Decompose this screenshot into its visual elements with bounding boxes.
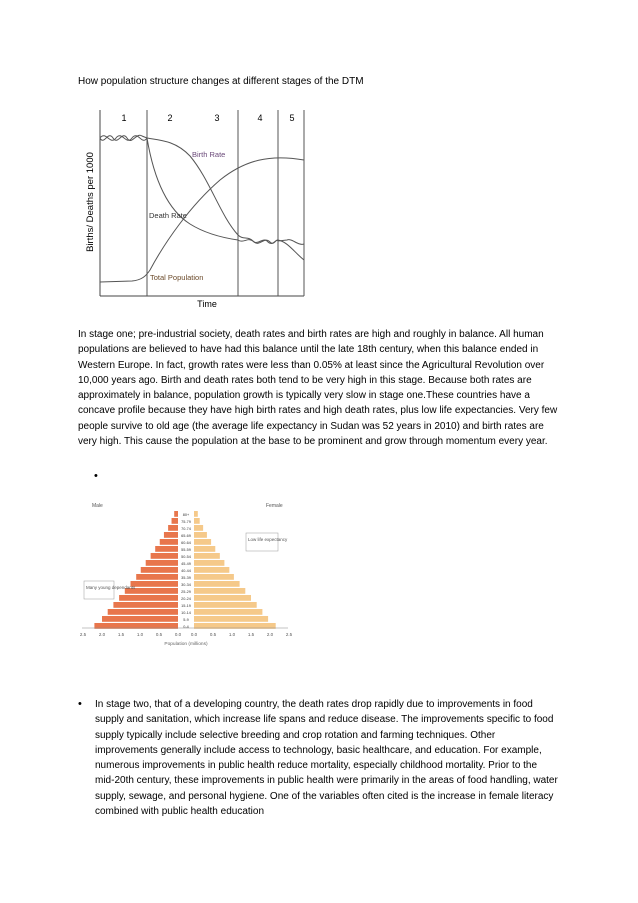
pyramid-x-axis-label: Population (millions): [164, 642, 208, 647]
bullet: •: [78, 698, 82, 710]
age-group-label: 30-34: [181, 582, 191, 587]
male-bar: [119, 595, 178, 601]
male-bar: [113, 602, 178, 608]
age-group-label: 55-59: [181, 547, 191, 552]
x-tick-label: 2.5: [79, 632, 87, 637]
age-group-label: 20-24: [181, 596, 191, 601]
age-group-label: 80+: [182, 512, 190, 517]
female-bar: [194, 553, 220, 559]
female-bar: [194, 567, 229, 573]
population-pyramid: [76, 497, 296, 649]
female-bar: [194, 532, 207, 538]
stage-two-list-item: [78, 697, 558, 819]
male-bar: [174, 511, 178, 517]
age-group-label: 10-14: [181, 610, 191, 615]
x-tick-label: 1.5: [247, 632, 255, 637]
female-bar: [194, 581, 240, 587]
many-young-dependants-note: Many young dependants: [86, 585, 136, 590]
female-bar: [194, 525, 203, 531]
age-group-label: 75-79: [181, 519, 191, 524]
female-bar: [194, 595, 251, 601]
x-tick-label: 2.0: [98, 632, 106, 637]
age-group-label: 0-4: [183, 624, 189, 629]
dtm-diagram: [80, 110, 320, 310]
stage-two-paragraph: In stage two, that of a developing country, the death rates drop rapidly due to improvements in food supply and sanitation, which increase life spans and reduce disease. The improvements specific to food supply typically include selective breeding and crop rotation and farming techniques. Other improvements generally include access to technology, basic healthcare, and education. For example, numerous improvements in public health reduce mortality, especially childhood mortality. Prior to the mid-20th century, these improvements in public health were primarily in the areas of food handling, water supply, sewage, and personal hygiene. One of the variables often cited is the increase in female literacy combined with public health education: [95, 699, 558, 818]
female-bar: [194, 609, 262, 615]
x-tick-label: 1.0: [228, 632, 236, 637]
stage-4-label: 4: [257, 113, 263, 123]
male-bar: [108, 609, 178, 615]
male-bar: [131, 581, 179, 587]
age-group-label: 5-9: [183, 617, 189, 622]
age-group-label: 65-69: [181, 533, 191, 538]
female-bar: [194, 602, 257, 608]
age-group-label: 45-49: [181, 561, 191, 566]
empty-bullet: •: [94, 470, 98, 482]
y-axis-label: Births/ Deaths per 1000: [85, 152, 96, 252]
male-bar: [155, 546, 178, 552]
female-bar: [194, 539, 211, 545]
female-bar: [194, 574, 234, 580]
pyramid-female-label: Female: [266, 503, 283, 509]
x-tick-label: 2.5: [285, 632, 293, 637]
stage-3-label: 3: [214, 113, 220, 123]
female-bar: [194, 518, 200, 524]
x-tick-label: 2.0: [266, 632, 274, 637]
pyramid-male-label: Male: [92, 503, 103, 509]
female-bar: [194, 546, 215, 552]
age-group-label: 40-44: [181, 568, 191, 573]
male-bar: [141, 567, 178, 573]
death-rate-label: Death Rate: [149, 211, 187, 220]
age-group-label: 35-39: [181, 575, 191, 580]
age-group-label: 50-54: [181, 554, 191, 559]
male-bar: [172, 518, 178, 524]
age-group-label: 15-19: [181, 603, 191, 608]
female-bar: [194, 560, 224, 566]
x-tick-label: 1.5: [117, 632, 125, 637]
stage-one-paragraph: In stage one; pre-industrial society, death rates and birth rates are high and roughly in balance. All human populations are believed to have had this balance until the late 18th century, when this balance ended in Western Europe. In fact, growth rates were less than 0.05% at least since the Agricultural Revolution over 10,000 years ago. Birth and death rates both tend to be very high in this stage. Because both rates are approximately in balance, population growth is typically very slow in stage one.These countries have a concave profile because they have high birth rates and high death rates, plus low life expectancies. Very few people survive to old age (the average life expectancy in Sudan was 52 years in 2010) and birth rates are very high. This cause the population at the base to be prominent and grow through momentum every year.: [78, 329, 558, 448]
x-tick-label: 0.5: [155, 632, 163, 637]
age-group-label: 25-29: [181, 589, 191, 594]
age-group-label: 70-74: [181, 526, 191, 531]
female-bar: [194, 511, 198, 517]
male-bar: [168, 525, 178, 531]
stage-5-label: 5: [289, 113, 295, 123]
page-heading: How population structure changes at different stages of the DTM: [78, 76, 364, 87]
male-bar: [102, 616, 178, 622]
age-group-label: 60-64: [181, 540, 191, 545]
female-bar: [194, 616, 268, 622]
stage-2-label: 2: [167, 113, 173, 123]
male-bar: [146, 560, 178, 566]
low-life-expectancy-note: Low life expectancy: [248, 537, 288, 542]
stage-1-label: 1: [121, 113, 127, 123]
x-tick-label: 0.0: [190, 632, 198, 637]
male-bar: [151, 553, 178, 559]
x-tick-label: 0.5: [209, 632, 217, 637]
male-bar: [136, 574, 178, 580]
birth-rate-label: Birth Rate: [192, 150, 226, 159]
x-axis-label: Time: [197, 299, 217, 309]
total-population-line: [100, 158, 304, 282]
male-bar: [160, 539, 178, 545]
x-tick-label: 0.0: [174, 632, 182, 637]
total-population-label: Total Population: [150, 273, 204, 282]
x-tick-label: 1.0: [136, 632, 144, 637]
female-bar: [194, 588, 245, 594]
male-bar: [164, 532, 178, 538]
